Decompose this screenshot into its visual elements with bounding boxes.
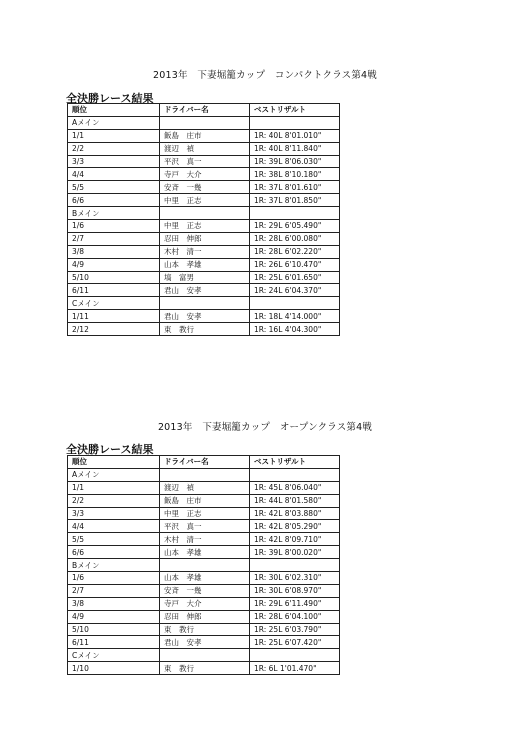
table-header-row bbox=[68, 456, 340, 469]
rank-cell: 2/7 bbox=[68, 584, 160, 597]
group-label: Bメイン bbox=[68, 207, 160, 220]
driver-cell: 塙 富男 bbox=[160, 271, 250, 284]
section-subtitle: 全決勝レース結果 bbox=[66, 443, 154, 456]
empty-cell bbox=[160, 649, 250, 662]
table-row bbox=[68, 481, 340, 494]
table-row bbox=[68, 245, 340, 258]
driver-cell: 安斉 一幾 bbox=[160, 181, 250, 194]
empty-cell bbox=[250, 649, 340, 662]
result-cell: 1R: 28L 6'02.220" bbox=[250, 245, 340, 258]
table-row bbox=[68, 129, 340, 142]
result-cell: 1R: 30L 6'02.310" bbox=[250, 572, 340, 585]
rank-cell: 1/1 bbox=[68, 481, 160, 494]
rank-cell: 3/8 bbox=[68, 245, 160, 258]
rank-cell: 6/6 bbox=[68, 546, 160, 559]
driver-cell: 山本 孝雄 bbox=[160, 572, 250, 585]
table-row bbox=[68, 494, 340, 507]
column-header: ドライバー名 bbox=[160, 456, 250, 469]
rank-cell: 1/11 bbox=[68, 310, 160, 323]
result-cell: 1R: 40L 8'01.010" bbox=[250, 129, 340, 142]
empty-cell bbox=[250, 116, 340, 129]
driver-cell: 東 教行 bbox=[160, 662, 250, 675]
table-row bbox=[68, 572, 340, 585]
result-cell: 1R: 39L 8'06.030" bbox=[250, 155, 340, 168]
column-header: ベストリザルト bbox=[250, 104, 340, 117]
empty-cell bbox=[160, 116, 250, 129]
result-cell: 1R: 44L 8'01.580" bbox=[250, 494, 340, 507]
rank-cell: 2/2 bbox=[68, 494, 160, 507]
table-row bbox=[68, 597, 340, 610]
group-row bbox=[68, 559, 340, 572]
column-header: ドライバー名 bbox=[160, 104, 250, 117]
group-label: Aメイン bbox=[68, 468, 160, 481]
driver-cell: 平沢 真一 bbox=[160, 155, 250, 168]
result-cell: 1R: 26L 6'10.470" bbox=[250, 258, 340, 271]
section-title: 2013年 下妻堀籠カップ コンパクトクラス第4戦 bbox=[153, 70, 377, 81]
result-cell: 1R: 16L 4'04.300" bbox=[250, 323, 340, 336]
rank-cell: 6/11 bbox=[68, 284, 160, 297]
driver-cell: 飯島 庄市 bbox=[160, 129, 250, 142]
section-title: 2013年 下妻堀籠カップ オープンクラス第4戦 bbox=[157, 422, 373, 433]
table-row bbox=[68, 284, 340, 297]
table-row bbox=[68, 610, 340, 623]
group-row bbox=[68, 649, 340, 662]
rank-cell: 1/1 bbox=[68, 129, 160, 142]
result-cell: 1R: 29L 6'11.490" bbox=[250, 597, 340, 610]
group-label: Aメイン bbox=[68, 116, 160, 129]
section-subtitle: 全決勝レース結果 bbox=[66, 92, 154, 105]
empty-cell bbox=[250, 207, 340, 220]
results-table bbox=[67, 455, 340, 675]
table-row bbox=[68, 584, 340, 597]
group-label: Bメイン bbox=[68, 559, 160, 572]
group-row bbox=[68, 116, 340, 129]
rank-cell: 6/6 bbox=[68, 194, 160, 207]
driver-cell: 山本 孝雄 bbox=[160, 258, 250, 271]
result-cell: 1R: 28L 6'04.100" bbox=[250, 610, 340, 623]
rank-cell: 5/10 bbox=[68, 271, 160, 284]
result-cell: 1R: 30L 6'08.970" bbox=[250, 584, 340, 597]
table-row bbox=[68, 155, 340, 168]
driver-cell: 君山 安孝 bbox=[160, 284, 250, 297]
driver-cell: 忍田 伸郎 bbox=[160, 232, 250, 245]
empty-cell bbox=[250, 559, 340, 572]
rank-cell: 1/10 bbox=[68, 662, 160, 675]
table-row bbox=[68, 220, 340, 233]
column-header: ベストリザルト bbox=[250, 456, 340, 469]
result-cell: 1R: 39L 8'00.020" bbox=[250, 546, 340, 559]
empty-cell bbox=[160, 207, 250, 220]
rank-cell: 5/10 bbox=[68, 623, 160, 636]
result-cell: 1R: 40L 8'11.840" bbox=[250, 142, 340, 155]
rank-cell: 4/9 bbox=[68, 610, 160, 623]
empty-cell bbox=[250, 468, 340, 481]
empty-cell bbox=[160, 559, 250, 572]
table-row bbox=[68, 623, 340, 636]
table-row bbox=[68, 310, 340, 323]
driver-cell: 寺戸 大介 bbox=[160, 597, 250, 610]
driver-cell: 渡辺 禎 bbox=[160, 481, 250, 494]
driver-cell: 忍田 伸郎 bbox=[160, 610, 250, 623]
rank-cell: 5/5 bbox=[68, 533, 160, 546]
driver-cell: 中里 正志 bbox=[160, 220, 250, 233]
driver-cell: 君山 安孝 bbox=[160, 636, 250, 649]
result-cell: 1R: 18L 4'14.000" bbox=[250, 310, 340, 323]
empty-cell bbox=[160, 468, 250, 481]
table-row bbox=[68, 546, 340, 559]
result-cell: 1R: 42L 8'09.710" bbox=[250, 533, 340, 546]
result-cell: 1R: 25L 6'07.420" bbox=[250, 636, 340, 649]
results-table bbox=[67, 103, 340, 336]
group-row bbox=[68, 297, 340, 310]
result-cell: 1R: 37L 8'01.610" bbox=[250, 181, 340, 194]
column-header: 順位 bbox=[68, 104, 160, 117]
rank-cell: 4/4 bbox=[68, 520, 160, 533]
group-label: Cメイン bbox=[68, 297, 160, 310]
driver-cell: 木村 清一 bbox=[160, 533, 250, 546]
table-row bbox=[68, 142, 340, 155]
empty-cell bbox=[160, 297, 250, 310]
result-cell: 1R: 25L 6'03.790" bbox=[250, 623, 340, 636]
driver-cell: 東 教行 bbox=[160, 323, 250, 336]
driver-cell: 中里 正志 bbox=[160, 507, 250, 520]
compact-class-section bbox=[0, 0, 530, 360]
rank-cell: 2/2 bbox=[68, 142, 160, 155]
result-cell: 1R: 37L 8'01.850" bbox=[250, 194, 340, 207]
table-row bbox=[68, 662, 340, 675]
rank-cell: 4/9 bbox=[68, 258, 160, 271]
rank-cell: 1/6 bbox=[68, 220, 160, 233]
driver-cell: 寺戸 大介 bbox=[160, 168, 250, 181]
open-class-section bbox=[0, 360, 530, 729]
table-row bbox=[68, 636, 340, 649]
result-cell: 1R: 24L 6'04.370" bbox=[250, 284, 340, 297]
group-row bbox=[68, 207, 340, 220]
table-row bbox=[68, 533, 340, 546]
column-header: 順位 bbox=[68, 456, 160, 469]
rank-cell: 3/3 bbox=[68, 155, 160, 168]
driver-cell: 中里 正志 bbox=[160, 194, 250, 207]
result-cell: 1R: 42L 8'05.290" bbox=[250, 520, 340, 533]
table-row bbox=[68, 232, 340, 245]
rank-cell: 1/6 bbox=[68, 572, 160, 585]
result-cell: 1R: 28L 6'00.080" bbox=[250, 232, 340, 245]
group-label: Cメイン bbox=[68, 649, 160, 662]
driver-cell: 君山 安孝 bbox=[160, 310, 250, 323]
table-row bbox=[68, 194, 340, 207]
rank-cell: 2/7 bbox=[68, 232, 160, 245]
rank-cell: 2/12 bbox=[68, 323, 160, 336]
table-row bbox=[68, 271, 340, 284]
driver-cell: 平沢 真一 bbox=[160, 520, 250, 533]
result-cell: 1R: 42L 8'03.880" bbox=[250, 507, 340, 520]
driver-cell: 渡辺 禎 bbox=[160, 142, 250, 155]
driver-cell: 木村 清一 bbox=[160, 245, 250, 258]
driver-cell: 山本 孝雄 bbox=[160, 546, 250, 559]
table-row bbox=[68, 507, 340, 520]
result-cell: 1R: 29L 6'05.490" bbox=[250, 220, 340, 233]
result-cell: 1R: 45L 8'06.040" bbox=[250, 481, 340, 494]
result-cell: 1R: 38L 8'10.180" bbox=[250, 168, 340, 181]
driver-cell: 飯島 庄市 bbox=[160, 494, 250, 507]
group-row bbox=[68, 468, 340, 481]
table-row bbox=[68, 258, 340, 271]
rank-cell: 4/4 bbox=[68, 168, 160, 181]
result-cell: 1R: 25L 6'01.650" bbox=[250, 271, 340, 284]
table-header-row bbox=[68, 104, 340, 117]
driver-cell: 東 教行 bbox=[160, 623, 250, 636]
rank-cell: 3/8 bbox=[68, 597, 160, 610]
table-row bbox=[68, 168, 340, 181]
rank-cell: 3/3 bbox=[68, 507, 160, 520]
driver-cell: 安斉 一幾 bbox=[160, 584, 250, 597]
empty-cell bbox=[250, 297, 340, 310]
rank-cell: 6/11 bbox=[68, 636, 160, 649]
table-row bbox=[68, 520, 340, 533]
rank-cell: 5/5 bbox=[68, 181, 160, 194]
table-row bbox=[68, 181, 340, 194]
table-row bbox=[68, 323, 340, 336]
result-cell: 1R: 6L 1'01.470" bbox=[250, 662, 340, 675]
